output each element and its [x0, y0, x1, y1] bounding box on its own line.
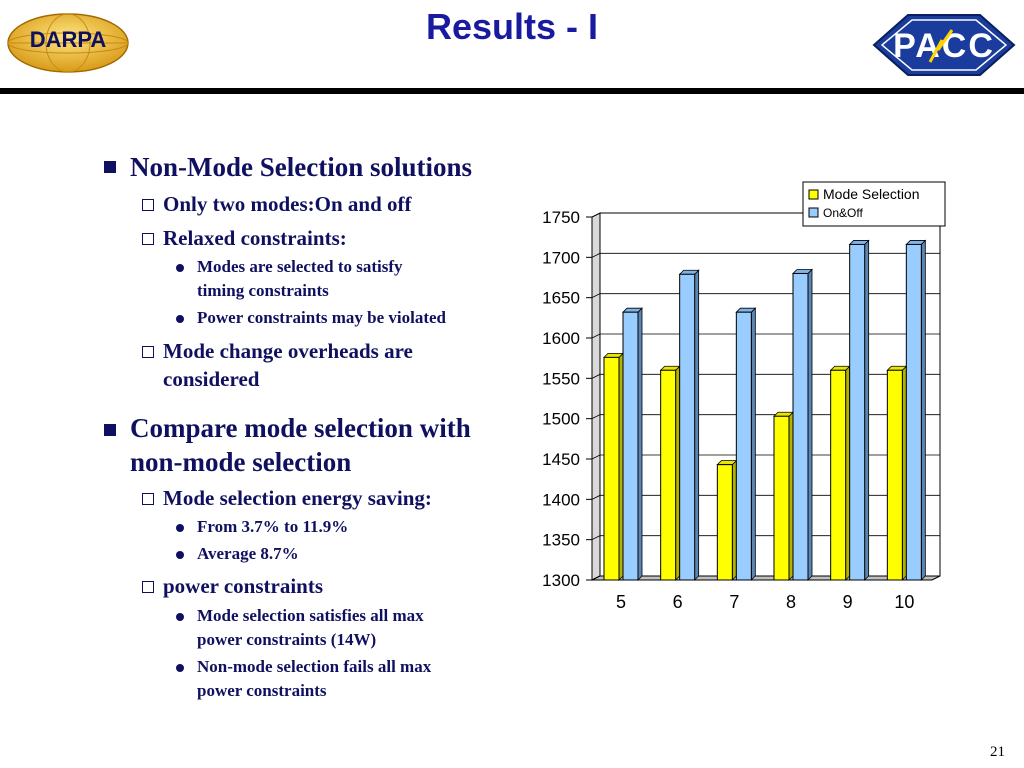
bar-top [736, 308, 755, 312]
bar-side [902, 366, 906, 580]
bar-on-off-10 [906, 244, 921, 580]
legend-swatch [809, 190, 818, 199]
bullet-mode-satisfies-line1: Mode selection satisfies all max [197, 606, 424, 625]
bar-on-off-9 [850, 244, 865, 580]
bar-top [831, 366, 850, 370]
page-number: 21 [990, 744, 1005, 760]
bullet-mode-change-line2: considered [163, 367, 260, 391]
bullet-modes-selected-line2: timing constraints [197, 281, 329, 300]
bullet-dot-icon [176, 264, 184, 272]
chart-side-wall [592, 213, 600, 580]
bullet-non-mode-fails-line2: power constraints [197, 681, 327, 700]
bullet-energy-saving: Mode selection energy saving: [163, 486, 432, 510]
bullet-dot-icon [176, 524, 184, 532]
bullet-dot-icon [176, 551, 184, 559]
bar-side [695, 270, 699, 580]
bullet-mode-change-line1: Mode change overheads are [163, 339, 413, 363]
bullet-modes-selected-line1: Modes are selected to satisfy [197, 257, 403, 276]
bar-top [623, 308, 642, 312]
bullet-hollow-square-icon [142, 493, 154, 505]
bullet-non-mode-selection: Non-Mode Selection solutions [130, 152, 473, 182]
bullet-saving-range: From 3.7% to 11.9% [197, 517, 349, 536]
bullet-hollow-square-icon [142, 233, 154, 245]
bar-top [906, 240, 925, 244]
x-tick-label: 6 [672, 592, 683, 612]
bar-mode-selection-6 [661, 370, 676, 580]
bullet-two-modes: Only two modes:On and off [163, 192, 412, 216]
bar-top [717, 461, 736, 465]
bullet-square-icon [104, 424, 116, 436]
y-tick-label: 1450 [542, 450, 580, 469]
pacc-logo-icon [868, 12, 1020, 78]
bar-top [887, 366, 906, 370]
bar-on-off-7 [736, 312, 751, 580]
bullet-compare-line2: non-mode selection [130, 447, 352, 477]
bar-top [793, 269, 812, 273]
y-tick-label: 1550 [542, 369, 580, 389]
y-tick-label: 1650 [542, 288, 580, 308]
bar-mode-selection-7 [717, 465, 732, 580]
bullet-power-violated: Power constraints may be violated [197, 308, 446, 327]
bar-side [921, 240, 925, 580]
bar-side [638, 308, 642, 580]
bar-on-off-6 [680, 274, 695, 580]
bar-on-off-8 [793, 273, 808, 580]
bar-top [850, 240, 869, 244]
page-title: Results - I [425, 6, 599, 47]
bullet-non-mode-fails-line1: Non-mode selection fails all max [197, 657, 432, 676]
bullet-dot-icon [176, 664, 184, 672]
bar-side [808, 269, 812, 580]
y-tick-label: 1750 [542, 208, 580, 227]
y-tick-label: 1300 [542, 571, 580, 590]
bullet-hollow-square-icon [142, 199, 154, 211]
y-tick-label: 1600 [542, 329, 580, 348]
bullet-hollow-square-icon [142, 581, 154, 593]
bullet-compare-line1: Compare mode selection with [130, 413, 471, 443]
bar-side [676, 366, 680, 580]
bar-mode-selection-10 [887, 370, 902, 580]
bar-side [789, 412, 793, 580]
legend-label: On&Off [823, 206, 863, 220]
y-tick-label: 1400 [542, 490, 580, 510]
bar-on-off-5 [623, 312, 638, 580]
bar-side [865, 240, 869, 580]
x-tick-label: 9 [842, 592, 853, 612]
legend-label: Mode Selection [823, 186, 920, 202]
bullet-dot-icon [176, 613, 184, 621]
bar-top [680, 270, 699, 274]
bullet-dot-icon [176, 315, 184, 323]
bar-mode-selection-5 [604, 357, 619, 580]
bar-top [604, 353, 623, 357]
bullet-power-constraints: power constraints [163, 574, 324, 598]
bar-side [619, 353, 623, 580]
pacc-logo-text: PACC [893, 27, 995, 65]
bullet-square-icon [104, 161, 116, 173]
x-tick-label: 10 [894, 592, 915, 612]
bullet-relaxed-constraints: Relaxed constraints: [163, 226, 347, 250]
bar-mode-selection-9 [831, 370, 846, 580]
y-tick-label: 1700 [542, 248, 580, 268]
darpa-logo-text: DARPA [29, 27, 107, 52]
y-tick-label: 1350 [542, 530, 580, 550]
bar-side [846, 366, 850, 580]
bar-top [661, 366, 680, 370]
bullet-hollow-square-icon [142, 346, 154, 358]
bar-chart [525, 180, 955, 620]
bar-top [774, 412, 793, 416]
bullet-mode-satisfies-line2: power constraints (14W) [197, 630, 377, 649]
bar-side [751, 308, 755, 580]
bullet-saving-average: Average 8.7% [197, 544, 299, 563]
bar-side [732, 461, 736, 580]
x-tick-label: 8 [785, 592, 797, 612]
header-rule [0, 88, 1024, 94]
bar-mode-selection-8 [774, 416, 789, 580]
y-tick-label: 1500 [542, 409, 580, 429]
x-tick-label: 5 [615, 592, 627, 612]
x-tick-label: 7 [729, 592, 740, 612]
legend-swatch [809, 208, 818, 217]
